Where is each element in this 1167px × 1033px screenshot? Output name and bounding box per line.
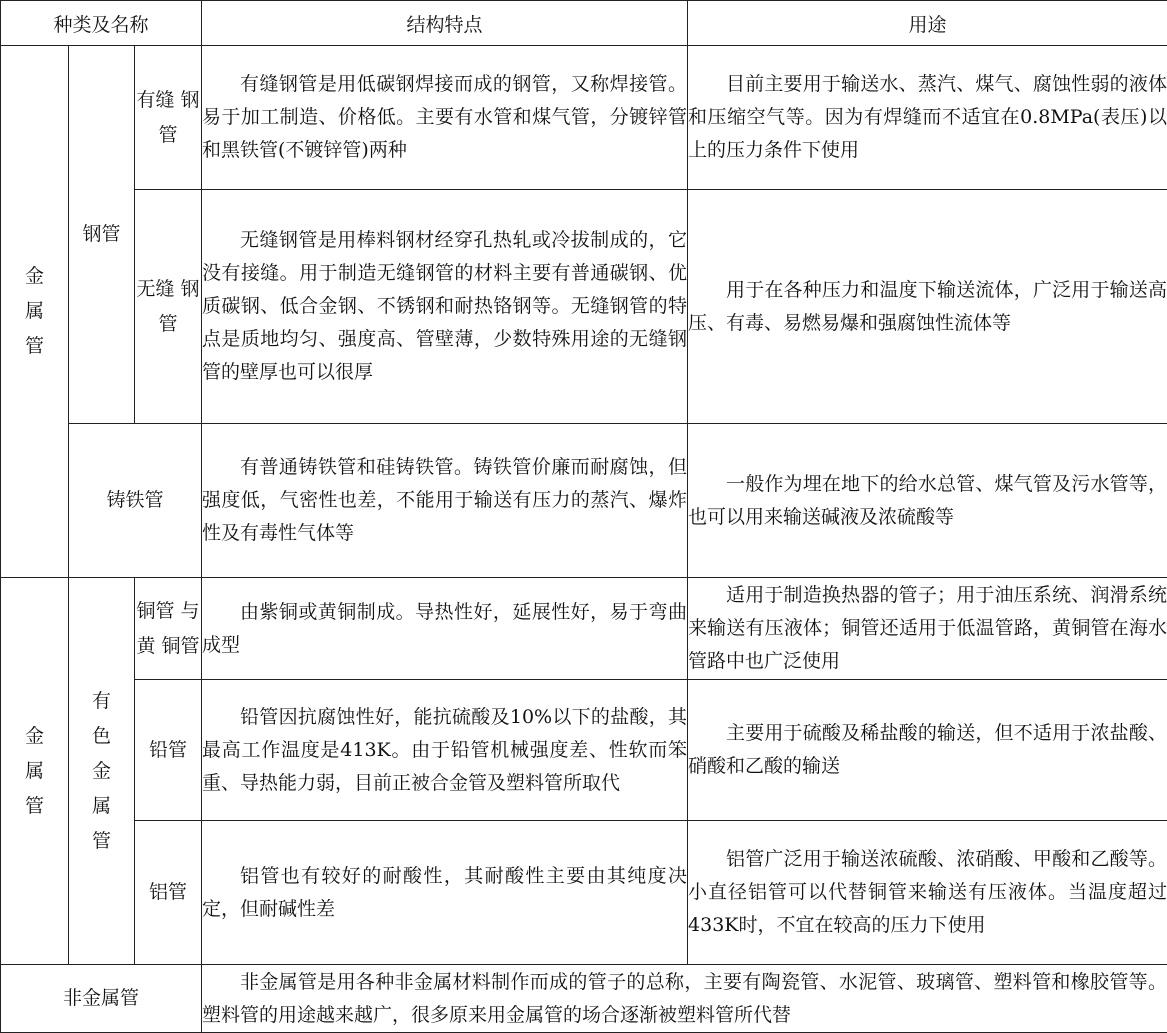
usage-cell: 一般作为埋在地下的给水总管、煤气管及污水管等，也可以用来输送碱液及浓硫酸等	[688, 424, 1167, 578]
table-row	[1, 821, 1167, 965]
nonmetal-description: 非金属管是用各种非金属材料制作而成的管子的总称，主要有陶瓷管、水泥管、玻璃管、塑料管和橡胶管等。塑料管的用途越来越广，很多原来用金属管的场合逐渐被塑料管所代替	[202, 965, 1167, 1033]
structure-cell: 铅管因抗腐蚀性好，能抗硫酸及10%以下的盐酸，其最高工作温度是413K。由于铅管机械强度差、性软而笨重、导热能力弱，目前正被合金管及塑料管所取代	[202, 680, 688, 821]
usage-cell: 适用于制造换热器的管子；用于油压系统、润滑系统来输送有压液体；铜管还适用于低温管路，黄铜管在海水管路中也广泛使用	[688, 578, 1167, 680]
usage-cell: 主要用于硫酸及稀盐酸的输送，但不适用于浓盐酸、硝酸和乙酸的输送	[688, 680, 1167, 821]
header-usage: 用途	[688, 1, 1167, 46]
table-row	[1, 424, 1167, 578]
pipe-name-welded-steel: 有缝 钢管	[135, 46, 202, 190]
category-metal-pipe-2: 金 属 管	[1, 578, 69, 965]
table-row	[1, 680, 1167, 821]
category-metal-pipe: 金 属 管	[1, 46, 69, 578]
header-row	[1, 1, 1167, 46]
header-category: 种类及名称	[1, 1, 202, 46]
subcategory-steel-pipe: 钢管	[69, 46, 135, 424]
table-row	[1, 578, 1167, 680]
structure-cell: 有缝钢管是用低碳钢焊接而成的钢管，又称焊接管。易于加工制造、价格低。主要有水管和煤气管，分镀锌管和黑铁管(不镀锌管)两种	[202, 46, 688, 190]
usage-cell: 用于在各种压力和温度下输送流体，广泛用于输送高压、有毒、易燃易爆和强腐蚀性流体等	[688, 190, 1167, 424]
pipe-name-copper-brass: 铜管 与黄 铜管	[135, 578, 202, 680]
pipe-name-aluminum: 铝管	[135, 821, 202, 965]
pipe-name-seamless-steel: 无缝 钢管	[135, 190, 202, 424]
structure-cell: 铝管也有较好的耐酸性，其耐酸性主要由其纯度决定，但耐碱性差	[202, 821, 688, 965]
pipe-name-nonmetal: 非金属管	[1, 965, 202, 1033]
usage-cell: 铝管广泛用于输送浓硫酸、浓硝酸、甲酸和乙酸等。小直径铝管可以代替铜管来输送有压液体。当温度超过433K时，不宜在较高的压力下使用	[688, 821, 1167, 965]
subcategory-nonferrous-pipe: 有 色 金 属 管	[69, 578, 135, 965]
table-row	[1, 190, 1167, 424]
structure-cell: 无缝钢管是用棒料钢材经穿孔热轧或冷拔制成的，它没有接缝。用于制造无缝钢管的材料主要有普通碳钢、优质碳钢、低合金钢、不锈钢和耐热铬钢等。无缝钢管的特点是质地均匀、强度高、管壁薄，少数特殊用途的无缝钢管的壁厚也可以很厚	[202, 190, 688, 424]
usage-cell: 目前主要用于输送水、蒸汽、煤气、腐蚀性弱的液体和压缩空气等。因为有焊缝而不适宜在0.8MPa(表压)以上的压力条件下使用	[688, 46, 1167, 190]
table-row	[1, 46, 1167, 190]
pipe-name-lead: 铅管	[135, 680, 202, 821]
pipe-name-cast-iron: 铸铁管	[69, 424, 202, 578]
structure-cell: 有普通铸铁管和硅铸铁管。铸铁管价廉而耐腐蚀，但强度低，气密性也差，不能用于输送有压力的蒸汽、爆炸性及有毒性气体等	[202, 424, 688, 578]
table-row	[1, 965, 1167, 1033]
header-structure: 结构特点	[202, 1, 688, 46]
structure-cell: 由紫铜或黄铜制成。导热性好，延展性好，易于弯曲成型	[202, 578, 688, 680]
